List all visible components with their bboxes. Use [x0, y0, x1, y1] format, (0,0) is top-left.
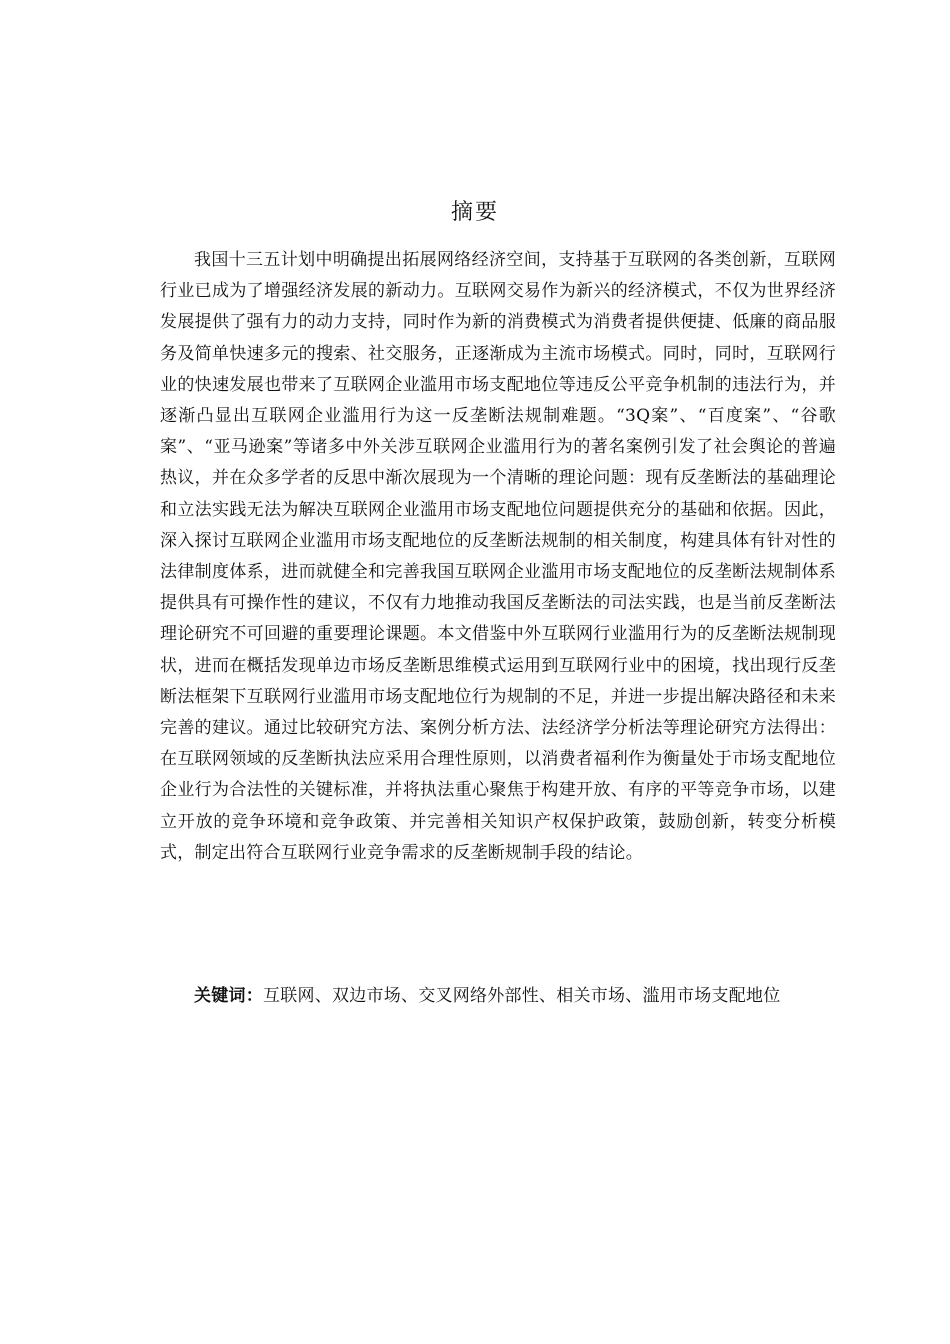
abstract-body: 我国十三五计划中明确提出拓展网络经济空间，支持基于互联网的各类创新，互联网行业已成为了增强经济发展的新动力。互联网交易作为新兴的经济模式，不仅为世界经济发展提供了强有力的动力支持，同时作为新的消费模式为消费者提供便捷、低廉的商品服务及简单快速多元的搜索、社交服务，正逐渐成为主流市场模式。同时，同时，互联网行业的快速发展也带来了互联网企业滥用市场支配地位等违反公平竞争机制的违法行为，并逐渐凸显出互联网企业滥用行为这一反垄断法规制难题。“3Q案”、“百度案”、“谷歌案”、“亚马逊案”等诸多中外关涉互联网企业滥用行为的著名案例引发了社会舆论的普遍热议，并在众多学者的反思中渐次展现为一个清晰的理论问题：现有反垄断法的基础理论和立法实践无法为解决互联网企业滥用市场支配地位问题提供充分的基础和依据。因此，深入探讨互联网企业滥用市场支配地位的反垄断法规制的相关制度，构建具体有针对性的法律制度体系，进而就健全和完善我国互联网企业滥用市场支配地位的反垄断法规制体系提供具有可操作性的建议，不仅有力地推动我国反垄断法的司法实践，也是当前反垄断法理论研究不可回避的重要理论课题。本文借鉴中外互联网行业滥用行为的反垄断法规制现状，进而在概括发现单边市场反垄断思维模式运用到互联网行业中的困境，找出现行反垄断法框架下互联网行业滥用市场支配地位行为规制的不足，并进一步提出解决路径和未来完善的建议。通过比较研究方法、案例分析方法、法经济学分析法等理论研究方法得出：在互联网领域的反垄断执法应采用合理性原则，以消费者福利作为衡量处于市场支配地位企业行为合法性的关键标准，并将执法重心聚焦于构建开放、有序的平等竞争市场，以建立开放的竞争环境和竞争政策、并完善相关知识产权保护政策，鼓励创新，转变分析模式，制定出符合互联网行业竞争需求的反垄断规制手段的结论。 [160, 250, 836, 863]
keywords-paragraph [160, 981, 836, 1012]
keywords-label: 关键词： [194, 986, 263, 1006]
abstract-title: 摘要 [450, 199, 499, 225]
keywords-text: 互联网、双边市场、交叉网络外部性、相关市场、滥用市场支配地位 [263, 986, 781, 1006]
